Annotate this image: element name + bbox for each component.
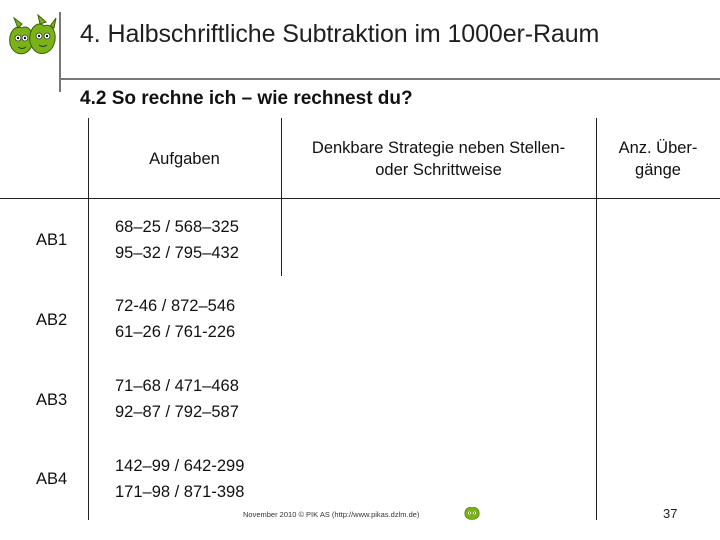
column-header-anzahl-line1: Anz. Über- [618,139,698,157]
pikas-mascot-logo-icon [6,14,58,64]
page-title: 4. Halbschriftliche Subtraktion im 1000er-Raum [80,20,600,48]
column-header-aufgaben [88,148,281,170]
task-line: 142–99 / 642-299 [115,457,245,475]
column-header-aufgaben-label: Aufgaben [149,150,220,168]
row-tasks-ab1 [115,214,239,266]
task-line: 72-46 / 872–546 [115,297,236,315]
column-header-strategie [281,137,596,181]
row-tasks-ab4 [115,453,244,505]
task-line: 95–32 / 795–432 [115,244,239,262]
section-subtitle: 4.2 So rechne ich – wie rechnest du? [80,88,413,109]
task-line: 71–68 / 471–468 [115,377,239,395]
table-header-rule [0,198,720,199]
header-divider-horizontal [59,78,720,80]
task-line: 68–25 / 568–325 [115,218,239,236]
row-label-ab2: AB2 [36,311,68,329]
row-tasks-ab2 [115,293,235,345]
task-line: 61–26 / 761-226 [115,323,236,341]
column-header-strategie-line2: oder Schrittweise [375,161,502,179]
column-header-anzahl-line2: gänge [635,161,681,179]
table-divider-left [88,118,89,520]
header-divider-vertical [59,12,61,92]
task-line: 92–87 / 792–587 [115,403,239,421]
row-label-ab4: AB4 [36,470,68,488]
pikas-mascot-small-icon [463,504,481,522]
task-line: 171–98 / 871-398 [115,483,245,501]
footer-copyright: November 2010 © PIK AS (http://www.pikas.dzlm.de) [243,510,420,519]
column-header-anzahl [596,137,720,181]
row-label-ab3: AB3 [36,391,68,409]
row-label-ab1: AB1 [36,231,68,249]
row-tasks-ab3 [115,373,239,425]
page-number: 37 [663,506,678,521]
column-header-strategie-line1: Denkbare Strategie neben Stellen- [311,139,566,157]
